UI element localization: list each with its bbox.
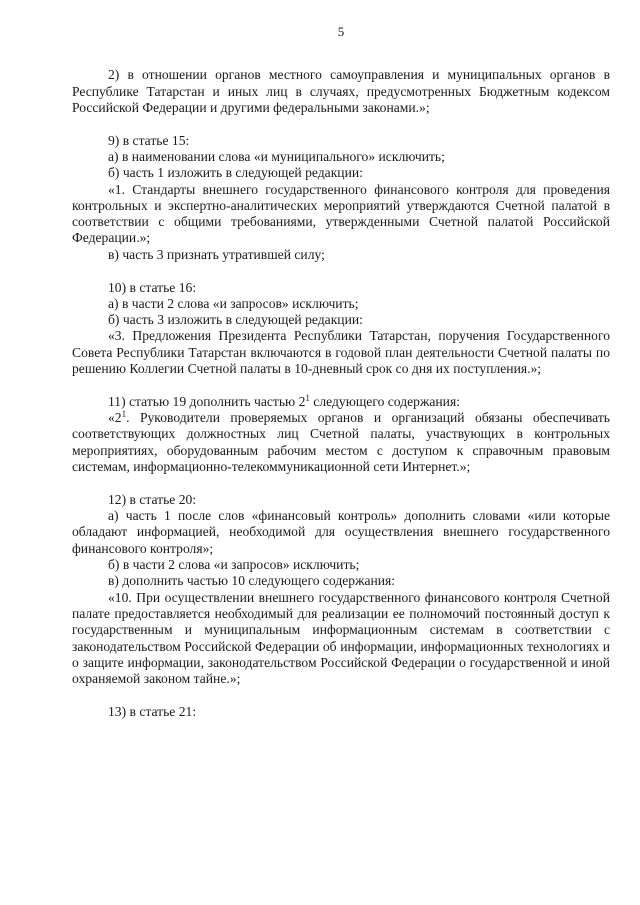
amendment-item-b10 [72, 280, 610, 378]
paragraph: 9) в статье 15: [108, 132, 190, 148]
paragraph: 2) в отношении органов местного самоуправления и муниципальных органов в Республике Татарстан и иных лиц в случаях, предусмотренных Бюджетным кодексом Российской Федерации и другими федеральными законами.»; [72, 67, 610, 115]
paragraph [72, 410, 610, 475]
paragraph: «10. При осуществлении внешнего государственного финансового контроля Счетной палате предоставляется необходимый для реализации ее полномочий постоянный доступ к государственным и муниципальным информационным системам в соответствии с законодательством Российской Федерации об информации, информационных технологиях и о защите информации, законодательством Российской Федерации о государственной и иной охраняемой законом тайне.»; [72, 589, 610, 687]
superscript: 1 [305, 392, 310, 403]
amendment-item-b9 [72, 133, 610, 263]
paragraph: а) в наименовании слова «и муниципального» исключить; [108, 148, 445, 164]
amendment-item-b2 [72, 67, 610, 116]
paragraph [72, 394, 610, 410]
paragraph: а) часть 1 после слов «финансовый контроль» дополнить словами «или которые обладают информацией, необходимой для осуществления внешнего государственного финансового контроля»; [72, 508, 610, 556]
paragraph: в) дополнить частью 10 следующего содержания: [108, 573, 396, 589]
paragraph: 13) в статье 21: [108, 703, 197, 719]
paragraph: б) часть 3 изложить в следующей редакции: [108, 312, 363, 328]
paragraph-gap [72, 263, 610, 280]
document-body [72, 67, 610, 720]
page-number: 5 [337, 24, 345, 39]
paragraph: в) часть 3 признать утратившей силу; [108, 246, 325, 262]
paragraph-gap [72, 116, 610, 133]
paragraph-gap [72, 475, 610, 492]
amendment-item-b12 [72, 492, 610, 688]
paragraph: а) в части 2 слова «и запросов» исключить; [108, 295, 359, 311]
paragraph-gap [72, 687, 610, 704]
paragraph: 12) в статье 20: [108, 491, 197, 507]
paragraph: «3. Предложения Президента Республики Татарстан, поручения Государственного Совета Республики Татарстан включаются в годовой план деятельности Счетной палаты по решению Коллегии Счетной палаты в 10-дневный срок со дня их поступления.»; [72, 328, 610, 377]
text-run: «2 [108, 410, 122, 426]
amendment-item-b13 [72, 704, 610, 720]
paragraph-gap [72, 377, 610, 394]
text-run: следующего содержания: [309, 393, 460, 409]
paragraph: «1. Стандарты внешнего государственного финансового контроля для проведения контрольных и экспертно-аналитических мероприятий утверждаются Счетной палатой в соответствии с общими требованиями, утвержденными Счетной палатой Российской Федерации.»; [72, 181, 610, 246]
text-run: . Руководители проверяемых органов и организаций обязаны обеспечивать соответствующих должностных лиц Счетной палаты, участвующих в контрольных мероприятиях, оборудованным рабочим местом с доступом к справочным правовым системам, информационно-телекоммуникационной сети Интернет.»; [72, 410, 610, 475]
text-run: 11) статью 19 дополнить частью 2 [108, 393, 306, 409]
amendment-item-b11 [72, 394, 610, 475]
paragraph: б) в части 2 слова «и запросов» исключить; [108, 557, 360, 573]
paragraph: 10) в статье 16: [108, 279, 197, 295]
superscript: 1 [121, 409, 127, 420]
paragraph: б) часть 1 изложить в следующей редакции: [108, 165, 363, 181]
